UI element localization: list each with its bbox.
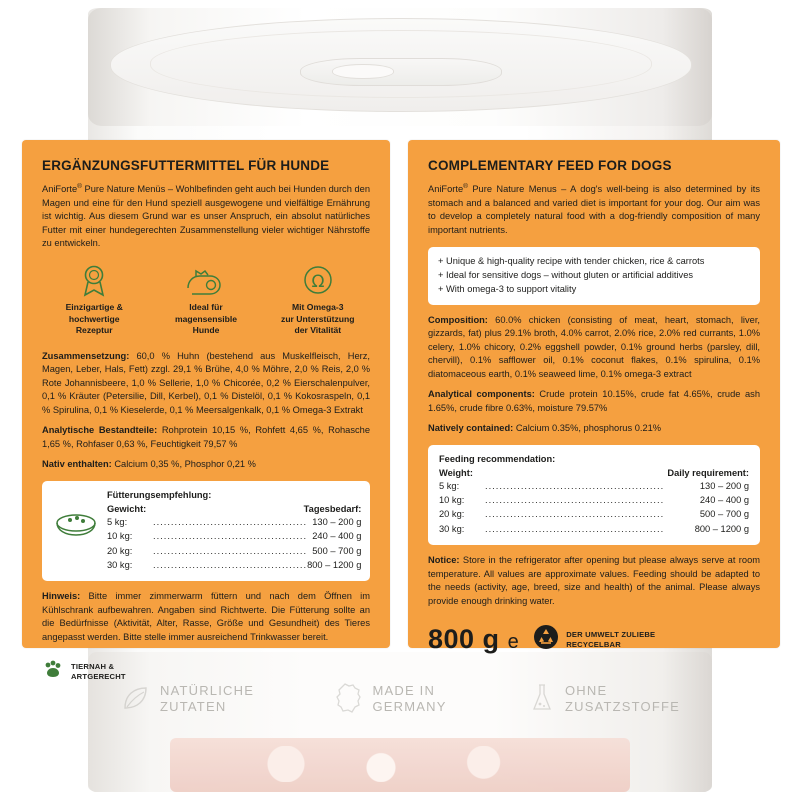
table-row bbox=[439, 493, 749, 507]
claim-natural-ingredients bbox=[120, 683, 254, 716]
table-row bbox=[439, 522, 749, 536]
claim-natural-ingredients-label: NATÜRLICHE ZUTATEN bbox=[160, 682, 255, 714]
german-notice-label: Hinweis: bbox=[42, 591, 81, 602]
german-composition-label: Zusammensetzung: bbox=[42, 350, 130, 361]
recycle-icon bbox=[533, 624, 559, 655]
english-composition-label: Composition: bbox=[428, 314, 488, 325]
row-dots: ........................................... bbox=[153, 516, 308, 527]
food-bowl-icon bbox=[53, 490, 99, 545]
german-brand: AniForte bbox=[42, 184, 78, 195]
row-weight: 10 kg: bbox=[439, 494, 465, 505]
row-dots: .................................................. bbox=[485, 480, 665, 491]
row-weight: 10 kg: bbox=[107, 531, 133, 542]
leaf-icon bbox=[120, 683, 150, 716]
row-value: 800 – 1200 g bbox=[307, 559, 362, 570]
row-dots: .................................................. bbox=[485, 509, 665, 520]
german-analytical bbox=[42, 424, 370, 451]
list-item: + Ideal for sensitive dogs – without gluten or artificial additives bbox=[438, 269, 694, 280]
can-pull-tab-hole bbox=[332, 64, 394, 79]
german-feeding-box bbox=[42, 481, 370, 582]
row-weight: 5 kg: bbox=[439, 480, 460, 491]
feature-unique-recipe bbox=[44, 264, 144, 336]
row-dots: ........................................... bbox=[153, 545, 308, 556]
english-intro bbox=[428, 182, 760, 237]
german-composition bbox=[42, 350, 370, 417]
german-notice-text: Bitte immer zimmerwarm füttern und nach dem Öffnen im Kühlschrank aufbewahren. Angaben sind Richtwerte. Die Fütterung sollte an die Bedürfnisse (Aktivität, Alter, Rasse, Größe und Gesundheit) des Tieres angepasst werden. Bitte stelle immer ausreichend Trinkwasser bereit. bbox=[42, 591, 370, 642]
row-value: 500 – 700 g bbox=[699, 509, 749, 520]
meat-product-photo bbox=[170, 738, 630, 792]
table-row bbox=[107, 529, 361, 543]
english-native bbox=[428, 422, 760, 435]
english-benefits-box bbox=[428, 247, 760, 305]
german-native bbox=[42, 458, 370, 471]
german-feature-icons bbox=[44, 264, 368, 336]
english-feeding-col-need: Daily requirement: bbox=[667, 467, 749, 478]
table-row bbox=[439, 507, 749, 521]
row-dots: ........................................... bbox=[153, 559, 308, 570]
german-title: ERGÄNZUNGSFUTTERMITTEL FÜR HUNDE bbox=[42, 158, 330, 173]
german-notice bbox=[42, 590, 370, 644]
omega-3-icon bbox=[268, 264, 368, 298]
feature-omega-3 bbox=[268, 264, 368, 336]
row-dots: .................................................. bbox=[485, 494, 665, 505]
table-row bbox=[107, 544, 361, 558]
table-row bbox=[439, 479, 749, 493]
german-feeding-col-weight: Gewicht: bbox=[107, 503, 147, 514]
estimated-sign: e bbox=[507, 631, 520, 654]
rosette-icon bbox=[44, 264, 144, 298]
german-analytical-label: Analytische Bestandteile: bbox=[42, 425, 158, 436]
table-row bbox=[107, 515, 361, 529]
german-feeding-title: Fütterungsempfehlung: bbox=[107, 489, 212, 500]
feature-omega-3-label: Mit Omega-3 zur Unterstützung der Vitalität bbox=[281, 302, 355, 335]
net-weight bbox=[428, 624, 519, 655]
can-pull-tab[interactable] bbox=[300, 58, 502, 86]
table-row bbox=[107, 558, 361, 572]
english-notice-label: Notice: bbox=[428, 555, 460, 566]
feature-sensitive-dogs-label: Ideal für magensensible Hunde bbox=[174, 302, 238, 335]
flask-icon bbox=[529, 682, 555, 717]
german-native-label: Nativ enthalten: bbox=[42, 459, 112, 470]
recycling-badge-label: DER UMWELT ZULIEBE RECYCELBAR bbox=[566, 630, 656, 649]
english-notice bbox=[428, 554, 760, 608]
english-analytical bbox=[428, 388, 760, 415]
row-value: 240 – 400 g bbox=[312, 531, 362, 542]
english-notice-text: Store in the refrigerator after opening but please always serve at room temperature. All values are approximate values. Feeding should be adapted to the needs (activity, age, breed, size and health) of the animal. Please always provide enough drinking water. bbox=[428, 555, 760, 606]
row-dots: .................................................. bbox=[485, 523, 665, 534]
row-weight: 30 kg: bbox=[439, 523, 465, 534]
german-feeding-col-need: Tagesbedarf: bbox=[303, 503, 362, 514]
german-intro-text: Pure Nature Menüs – Wohlbefinden geht auch bei Hunden durch den Magen und eine für den Hund speziell ausgewogene und vielfältige Ernährung ist wichtig. Aus diesem Grund war es unser Anspruch, ein absolut natürliches Futter mit einer hundegerechten Zusammenstellung vieler wichtiger Nährstoffe zu entwickeln. bbox=[42, 184, 370, 248]
english-native-label: Natively contained: bbox=[428, 423, 514, 434]
list-item: + Unique & high-quality recipe with tender chicken, rice & carrots bbox=[438, 255, 705, 266]
row-value: 130 – 200 g bbox=[312, 516, 362, 527]
feature-unique-recipe-label: Einzigartige & hochwertige Rezeptur bbox=[65, 302, 123, 335]
english-native-text: Calcium 0.35%, phosphorus 0.21% bbox=[513, 423, 662, 434]
german-footer-badge bbox=[42, 658, 370, 685]
svg-text:Ω: Ω bbox=[311, 272, 325, 293]
dog-stomach-icon bbox=[156, 264, 256, 298]
registered-mark-icon: ® bbox=[77, 183, 82, 190]
english-composition bbox=[428, 314, 760, 381]
paw-icon bbox=[42, 658, 64, 685]
english-intro-text: Pure Nature Menus – A dog's well-being is also determined by its stomach and a balanced and varied diet is important for your dog. Our aim was to develop a completely natural food with a dog-friendly composition of many important nutrients. bbox=[428, 184, 760, 235]
row-weight: 20 kg: bbox=[107, 545, 133, 556]
english-title: COMPLEMENTARY FEED FOR DOGS bbox=[428, 158, 672, 173]
claim-made-in-germany bbox=[336, 682, 446, 717]
feature-sensitive-dogs bbox=[156, 264, 256, 336]
english-feeding-title: Feeding recommendation: bbox=[439, 453, 556, 464]
english-brand: AniForte bbox=[428, 184, 464, 195]
claim-no-additives-label: OHNE ZUSATZSTOFFE bbox=[564, 682, 680, 714]
row-dots: ........................................... bbox=[153, 531, 308, 542]
label-panel-english bbox=[408, 140, 780, 655]
row-weight: 5 kg: bbox=[107, 516, 128, 527]
english-feeding-box bbox=[428, 445, 760, 546]
recycling-badge bbox=[533, 624, 655, 655]
claim-no-additives bbox=[529, 682, 680, 717]
german-composition-text: 60,0 % Huhn (bestehend aus Muskelfleisch, Herz, Magen, Leber, Hals, Fett) zzgl. 29,1 % Brühe, 4,0 % Möhre, 2,0 % Reis, 2,0 % Rote Johannisbeere, 1,0 % Sellerie, 1,0 % Chicorée, 0,2 % Eierschalenpulver, 0,1 % Kräuter (Petersilie, Dill, Kerbel), 0,1 % Distelöl, 0,1 % Kokosraspeln, 0,1 % Spirulina, 0,1 % Kieselerde, 0,1 % Meersalgenkalk, 0,1 % Omega-3 Extrakt bbox=[42, 350, 370, 415]
row-weight: 30 kg: bbox=[107, 559, 133, 570]
claim-made-in-germany-label: MADE IN GERMANY bbox=[372, 682, 447, 714]
english-feeding-col-weight: Weight: bbox=[439, 467, 473, 478]
english-composition-text: 60.0% chicken (consisting of meat, heart, stomach, liver, gizzards, fat) plus 29.1% broth, 4.0% carrot, 2.0% rice, 2.0% red currants, 1.0% celery, 1.0% chicory, 0.2% eggshell powder, 0.1% ground herbs (parsley, dill, chervill), 0.1% safflower oil, 0.1% coconut flakes, 0.1% spirulina, 0.1% diatomaceous earth, 0.1% seaweed lime, 0.1% omega-3 extract bbox=[428, 314, 760, 379]
german-native-text: Calcium 0,35 %, Phosphor 0,21 % bbox=[111, 459, 256, 470]
row-value: 240 – 400 g bbox=[699, 494, 749, 505]
row-value: 800 – 1200 g bbox=[694, 523, 749, 534]
english-analytical-text: Crude protein 10.15%, crude fat 4.65%, crude ash 1.65%, crude fibre 0.63%, moisture 79.57% bbox=[428, 389, 760, 413]
net-weight-value: 800 g bbox=[428, 624, 500, 655]
registered-mark-icon: ® bbox=[463, 183, 468, 190]
english-footer bbox=[428, 624, 760, 655]
list-item: + With omega-3 to support vitality bbox=[438, 283, 577, 294]
row-value: 500 – 700 g bbox=[312, 545, 362, 556]
row-value: 130 – 200 g bbox=[699, 480, 749, 491]
english-analytical-label: Analytical components: bbox=[428, 389, 535, 400]
german-analytical-text: Rohprotein 10,15 %, Rohfett 4,65 %, Rohasche 1,65 %, Rohfaser 0,63 %, Feuchtigkeit 79,57 % bbox=[42, 425, 370, 449]
german-intro bbox=[42, 182, 370, 250]
label-panel-german bbox=[22, 140, 390, 681]
row-weight: 20 kg: bbox=[439, 509, 465, 520]
german-footer-badge-label: TIERNAH & ARTGERECHT bbox=[71, 662, 126, 681]
germany-map-icon bbox=[336, 682, 362, 717]
